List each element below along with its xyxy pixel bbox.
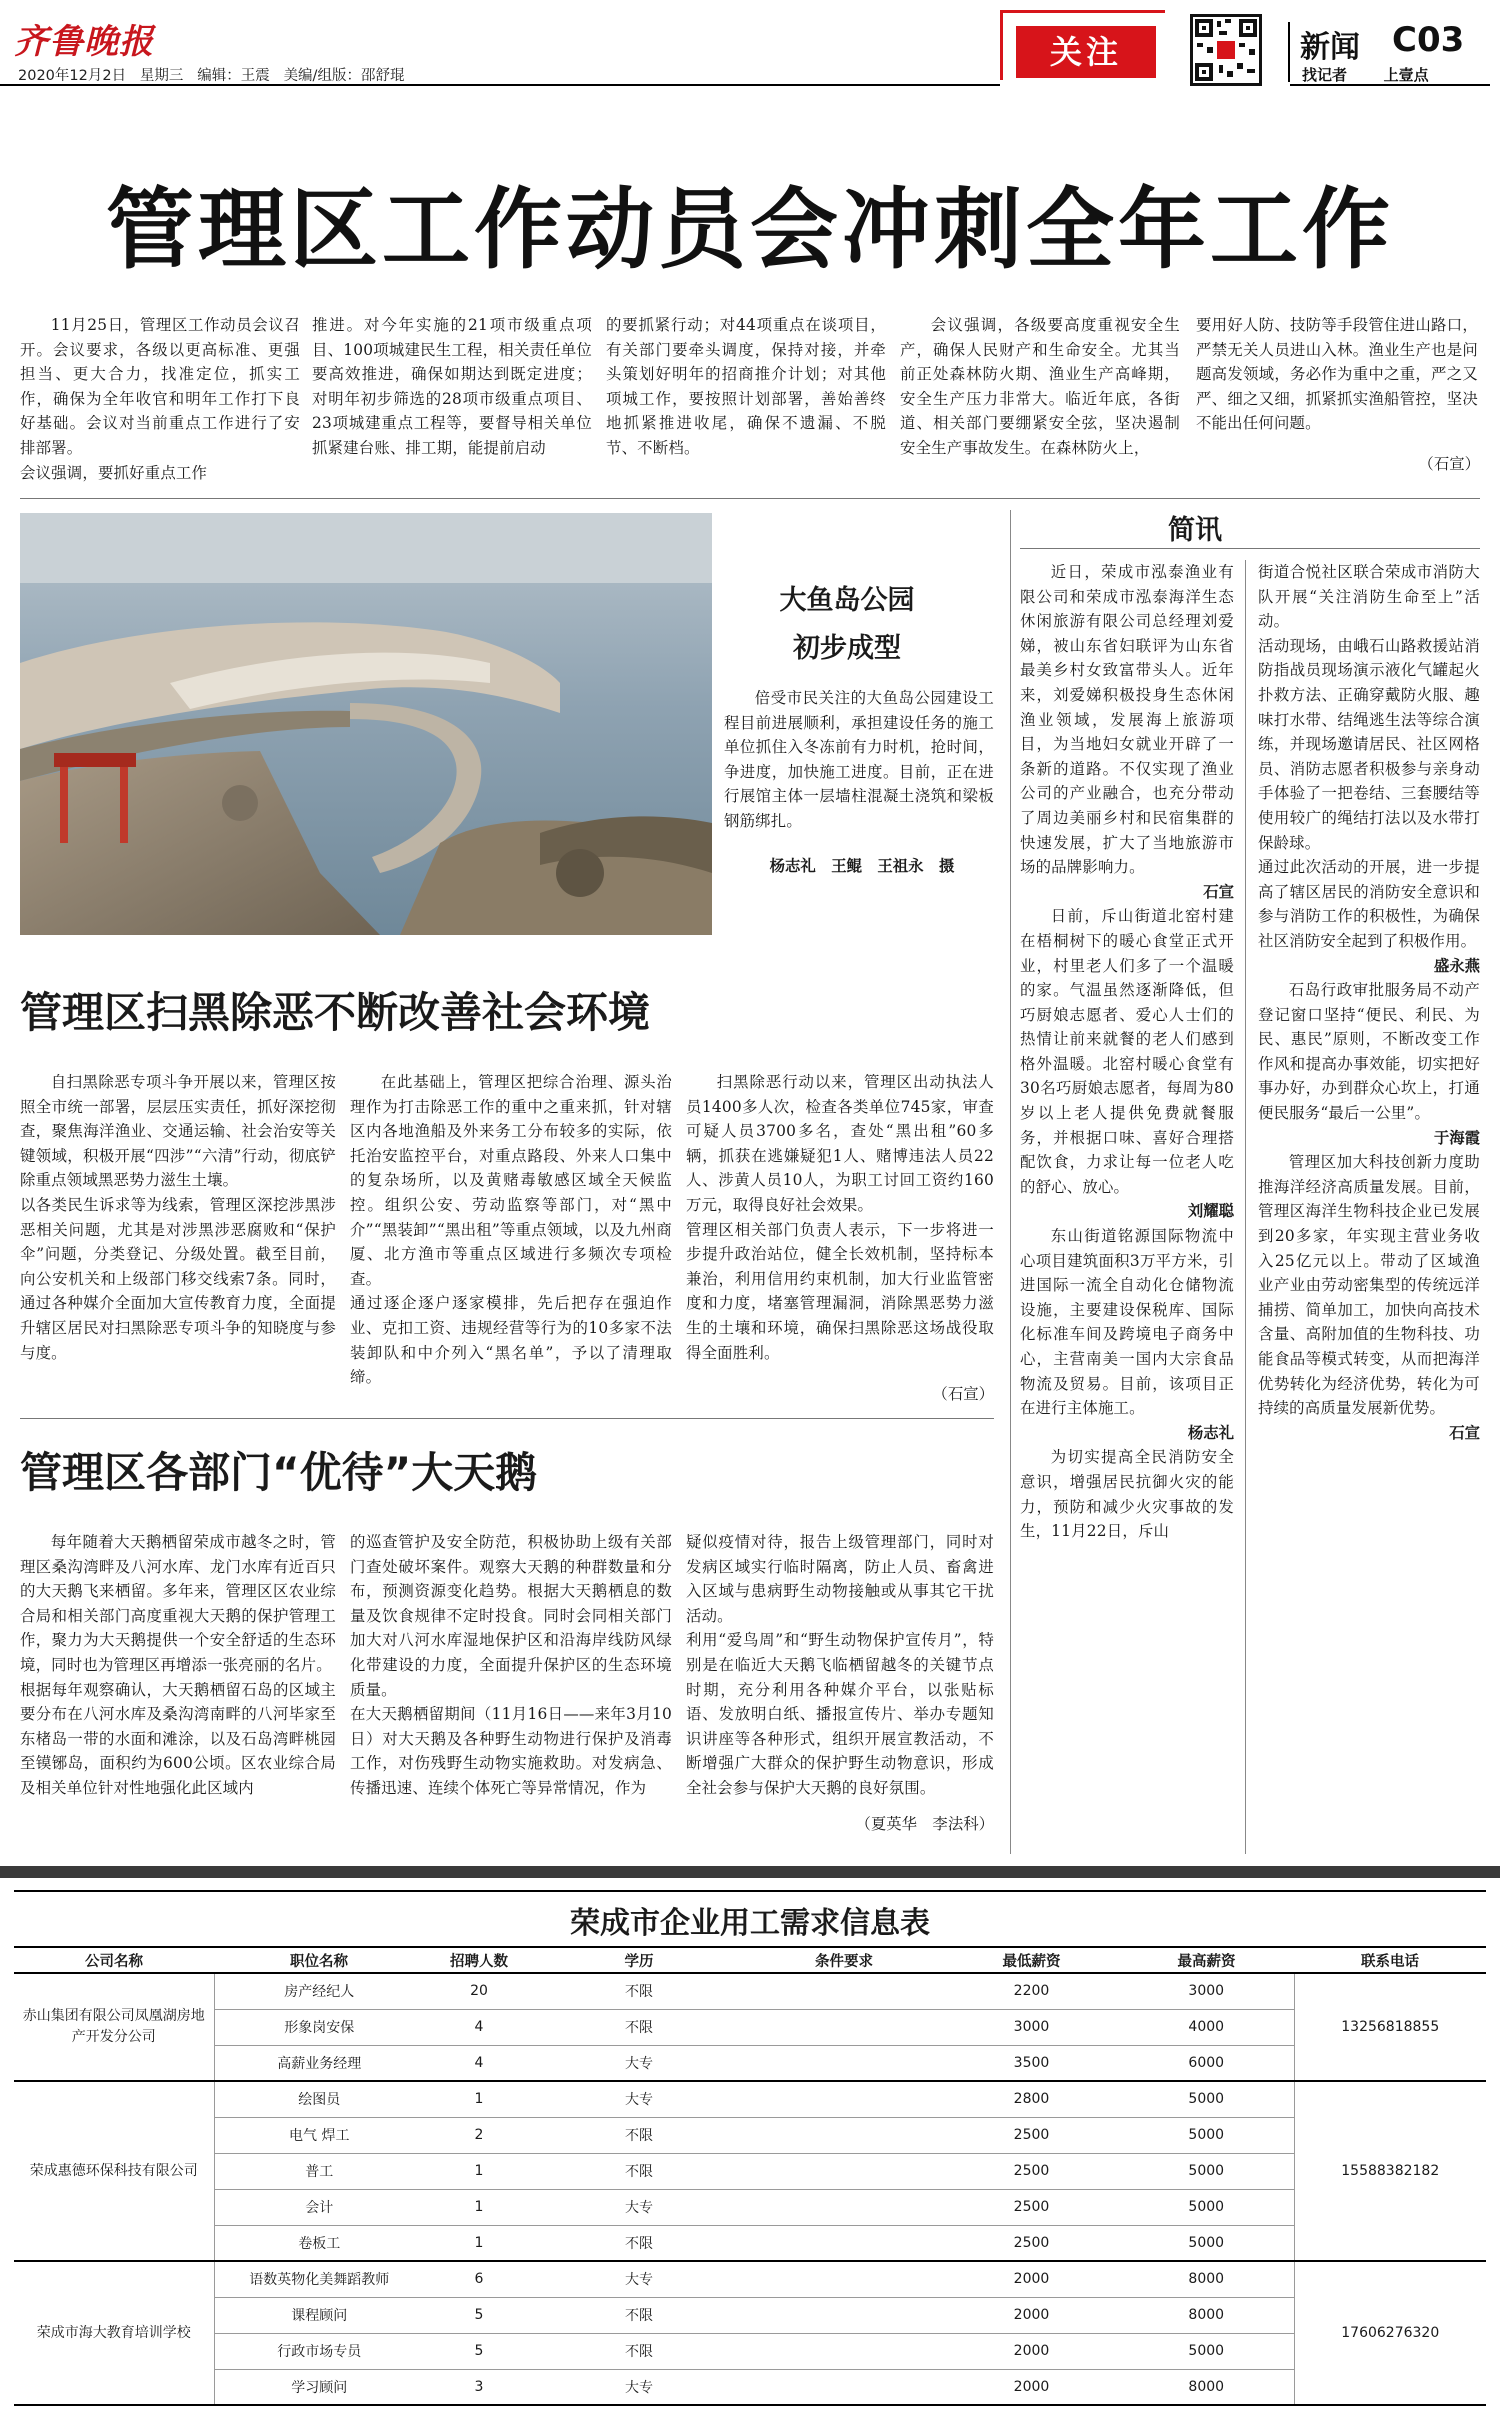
- min-salary: 2500: [944, 2189, 1119, 2225]
- table-row: [14, 2189, 1486, 2225]
- table-row: [14, 2225, 1486, 2261]
- jobs-top-rule: [14, 1890, 1486, 1892]
- table-row: [14, 2117, 1486, 2153]
- requirements: [744, 2081, 944, 2117]
- education: 不限: [534, 2333, 744, 2369]
- article2-col-3: 扫黑除恶行动以来，管理区出动执法人员1400多人次，检查各类单位745家，审查可疑人员3700多名，查处“黑出租”60多辆，抓获在逃嫌疑犯1人、赌博违法人员22人、涉黄人员10人，为职工讨回工资约160万元，取得良好社会效果。 管理区相关部门负责人表示，下一步将进一步提升政治站位，健全长效机制，坚持标本兼治，利用信用约束机制，加大行业监管密度和力度，堵塞管理漏洞，消除黑恶势力滋生的土壤和环境，确保扫黑除恶这场战役取得全面胜利。: [686, 1073, 994, 1362]
- hire-count: 20: [424, 1973, 534, 2009]
- requirements: [744, 2333, 944, 2369]
- slogan-left: 找记者: [1302, 66, 1348, 84]
- photo-caption: 倍受市民关注的大鱼岛公园建设工程目前进展顺利，承担建设任务的施工单位抓住入冬冻前有力时机，抢时间，争进度，加快施工进度。目前，正在进行展馆主体一层墙柱混凝土浇筑和梁板钢筋绑扎。: [724, 689, 994, 830]
- min-salary: 2500: [944, 2153, 1119, 2189]
- article2-headline: 管理区扫黑除恶不断改善社会环境: [20, 988, 651, 1037]
- position: 卷板工: [214, 2225, 424, 2261]
- education: 不限: [534, 2009, 744, 2045]
- education: 大专: [534, 2081, 744, 2117]
- position: 形象岗安保: [214, 2009, 424, 2045]
- hire-count: 3: [424, 2369, 534, 2405]
- briefs-col-b: [1258, 560, 1480, 1445]
- max-salary: 3000: [1119, 1973, 1294, 2009]
- brief-a1-text: 近日，荣成市泓泰渔业有限公司和荣成市泓泰海洋生态休闲旅游有限公司总经理刘爱娣，被山东省妇联评为山东省最美乡村女致富带头人。近年来，刘爱娣积极投身生态休闲渔业领域，发展海上旅游项目，为当地妇女就业开辟了一条新的道路。不仅实现了渔业公司的产业融合，也充分带动了周边美丽乡村和民宿集群的快速发展，扩大了当地旅游市场的品牌影响力。: [1020, 563, 1234, 877]
- education: 不限: [534, 2225, 744, 2261]
- lead-bottom-rule: [20, 498, 1480, 499]
- briefs-left-divider: [1010, 510, 1011, 1854]
- photo-title-1: 大鱼岛公园: [779, 585, 915, 616]
- hire-count: 4: [424, 2009, 534, 2045]
- lead-col-1: 11月25日，管理区工作动员会议召开。会议要求，各级以更高标准、更强担当、更大合力，找准定位，抓实工作，确保为全年收官和明年工作打下良好基础。会议对当前重点工作进行了安排部署。 会议强调，要抓好重点工作: [20, 316, 300, 482]
- max-salary: 8000: [1119, 2297, 1294, 2333]
- jobs-header-row: [14, 1947, 1486, 1973]
- min-salary: 2000: [944, 2297, 1119, 2333]
- masthead-meta: [18, 64, 404, 85]
- company-name: 荣成市海大教育培训学校: [14, 2261, 214, 2405]
- masthead-rule: [0, 84, 1000, 86]
- section-name: 新闻: [1300, 30, 1360, 65]
- lead-col-5: 要用好人防、技防等手段管住进山路口，严禁无关人员进山入林。渔业生产也是问题高发领域，务必作为重中之重，严之又严、细之又细，抓紧抓实渔船管控，坚决不能出任何问题。: [1196, 316, 1478, 433]
- lead-col-2: 推进。对今年实施的21项市级重点项目、100项城建民生工程，相关责任单位要高效推进，确保如期达到既定进度；对明年初步筛选的28项市级重点项目、23项城建重点工程等，要督导相关单位抓紧建台账、排工期，能提前启动: [312, 316, 592, 457]
- position: 会计: [214, 2189, 424, 2225]
- education: 不限: [534, 2117, 744, 2153]
- lead-headline: 管理区工作动员会冲刺全年工作: [105, 178, 1394, 281]
- max-salary: 5000: [1119, 2189, 1294, 2225]
- min-salary: 2000: [944, 2261, 1119, 2297]
- hire-count: 1: [424, 2081, 534, 2117]
- position: 房产经纪人: [214, 1973, 424, 2009]
- max-salary: 5000: [1119, 2333, 1294, 2369]
- requirements: [744, 2261, 944, 2297]
- hire-count: 1: [424, 2153, 534, 2189]
- max-salary: 5000: [1119, 2225, 1294, 2261]
- col-header-company: 公司名称: [14, 1947, 214, 1973]
- max-salary: 5000: [1119, 2081, 1294, 2117]
- position: 学习顾问: [214, 2369, 424, 2405]
- designer-credit: 美编/组版：邵舒琨: [283, 68, 405, 84]
- education: 大专: [534, 2045, 744, 2081]
- min-salary: 2000: [944, 2369, 1119, 2405]
- education: 不限: [534, 2153, 744, 2189]
- photo-credit: 杨志礼 王鲲 王祖永 摄: [769, 857, 955, 875]
- briefs-col-divider: [1245, 560, 1246, 1854]
- hire-count: 4: [424, 2045, 534, 2081]
- position: 高薪业务经理: [214, 2045, 424, 2081]
- position: 绘图员: [214, 2081, 424, 2117]
- company-name: 赤山集团有限公司凤凰湖房地产开发分公司: [14, 1973, 214, 2081]
- brief-a3-byline: 杨志礼: [1187, 1423, 1234, 1442]
- article2-byline: （石宣）: [932, 1385, 994, 1403]
- education: 大专: [534, 2369, 744, 2405]
- article2-bottom-rule: [20, 1418, 994, 1419]
- brief-b1-text: 街道合悦社区联合荣成市消防大队开展“关注消防生命至上”活动。 活动现场，由峨石山路救援站消防指战员现场演示液化气罐起火扑救方法、正确穿戴防火服、趣味打水带、结绳逃生法等综合演练，并现场邀请居民、社区网格员、消防志愿者积极参与亲身动手体验了一把卷结、三套腰结等使用较广的绳结打法以及水带打保龄球。 通过此次活动的开展，进一步提高了辖区居民的消防安全意识和参与消防工作的积极性，为确保社区消防安全起到了积极作用。: [1258, 563, 1480, 950]
- briefs-title: 简讯: [1168, 515, 1222, 546]
- hire-count: 5: [424, 2333, 534, 2369]
- max-salary: 8000: [1119, 2261, 1294, 2297]
- table-row: [14, 2333, 1486, 2369]
- min-salary: 3500: [944, 2045, 1119, 2081]
- masthead-divider: [1288, 22, 1290, 82]
- briefs-col-a: [1020, 560, 1234, 1544]
- col-header-requirements: 条件要求: [744, 1947, 944, 1973]
- requirements: [744, 2369, 944, 2405]
- table-row: [14, 2261, 1486, 2297]
- article2-col-2: 在此基础上，管理区把综合治理、源头治理作为打击除恶工作的重中之重来抓，针对辖区内各地渔船及外来务工分布较多的实际，依托治安监控平台，对重点路段、外来人口集中的复杂场所，以及黄赌毒敏感区域全天候监控。组织公安、劳动监察等部门，对“黑中介”“黑装卸”“黑出租”等重点领域，以及九州商厦、北方渔市等重点区域进行多频次专项检查。 通过逐企逐户逐家模排，先后把存在强迫作业、克扣工资、违规经营等行为的10多家不法装卸队和中介列入“黑名单”，予以了清理取缔。: [350, 1073, 672, 1387]
- brief-b3-byline: 石宣: [1449, 1423, 1480, 1442]
- requirements: [744, 2153, 944, 2189]
- park-photo: [20, 513, 712, 935]
- hire-count: 6: [424, 2261, 534, 2297]
- col-header-phone: 联系电话: [1294, 1947, 1486, 1973]
- article3-byline: （夏英华 李法科）: [855, 1815, 994, 1833]
- page-number: C03: [1392, 20, 1465, 60]
- requirements: [744, 2225, 944, 2261]
- requirements: [744, 1973, 944, 2009]
- brief-b3-text: 管理区加大科技创新力度助推海洋经济高质量发展。目前，管理区海洋生物科技企业已发展到20多家，年实现主营业务收入25亿元以上。带动了区域渔业产业由劳动密集型的传统远洋捕捞、简单加工，加快向高技术含量、高附加值的生物科技、功能食品等模式转变，从而把海洋优势转化为经济优势，转化为可持续的高质量发展新优势。: [1258, 1153, 1480, 1418]
- col-header-position: 职位名称: [214, 1947, 424, 1973]
- lead-col-4: 会议强调，各级要高度重视安全生产，确保人民财产和生命安全。尤其当前正处森林防火期、渔业生产高峰期，安全生产压力非常大。临近年底，各街道、相关部门要绷紧安全弦，坚决遏制安全生产事故发生。在森林防火上，: [900, 316, 1180, 457]
- education: 不限: [534, 2297, 744, 2333]
- photo-title-2: 初步成型: [793, 633, 901, 664]
- education: 不限: [534, 1973, 744, 2009]
- company-name: 荣成惠德环保科技有限公司: [14, 2081, 214, 2261]
- article3-col-1: 每年随着大天鹅栖留荣成市越冬之时，管理区桑沟湾畔及八河水库、龙门水库有近百只的大天鹅飞来栖留。多年来，管理区区农业综合局和相关部门高度重视大天鹅的保护管理工作，聚力为大天鹅提供一个安全舒适的生态环境，同时也为管理区再增添一张亮丽的名片。 根据每年观察确认，大天鹅栖留石岛的区域主要分布在八河水库及桑沟湾南畔的八河毕家至东楮岛一带的水面和滩涂，以及石岛湾畔桃园至镆铘岛，面积约为600公顷。区农业综合局及相关单位针对性地强化此区域内: [20, 1533, 336, 1797]
- education: 大专: [534, 2189, 744, 2225]
- table-row: [14, 1973, 1486, 2009]
- col-header-min-salary: 最低薪资: [944, 1947, 1119, 1973]
- max-salary: 4000: [1119, 2009, 1294, 2045]
- min-salary: 3000: [944, 2009, 1119, 2045]
- requirements: [744, 2189, 944, 2225]
- requirements: [744, 2117, 944, 2153]
- jobs-band: [0, 1866, 1500, 1878]
- article2-col-1: 自扫黑除恶专项斗争开展以来，管理区按照全市统一部署，层层压实责任，抓好深挖彻查，聚焦海洋渔业、交通运输、社会治安等关键领域，积极开展“四涉”“六清”行动，彻底铲除重点领域黑恶势力滋生土壤。 以各类民生诉求等为线索，管理区深挖涉黑涉恶相关问题，尤其是对涉黑涉恶腐败和“保护伞”问题，分类登记、分级处置。截至目前，向公安机关和上级部门移交线索7条。同时，通过各种媒介全面加大宣传教育力度，全面提升辖区居民对扫黑除恶专项斗争的知晓度与参与度。: [20, 1073, 336, 1362]
- min-salary: 2000: [944, 2333, 1119, 2369]
- position: 电气 焊工: [214, 2117, 424, 2153]
- table-row: [14, 2369, 1486, 2405]
- jobs-table-wrap: [14, 1946, 1486, 2406]
- max-salary: 6000: [1119, 2045, 1294, 2081]
- education: 大专: [534, 2261, 744, 2297]
- article3-col-2: 的巡查管护及安全防范，积极协助上级有关部门查处破坏案件。观察大天鹅的种群数量和分布，预测资源变化趋势。根据大天鹅栖息的数量及饮食规律不定时投食。同时会同相关部门加大对八河水库湿地保护区和沿海岸线防风绿化带建设的力度，全面提升保护区的生态环境质量。 在大天鹅栖留期间（11月16日——来年3月10日）对大天鹅及各种野生动物进行保护及消毒工作，对伤残野生动物实施救助。对发病急、传播迅速、连续个体死亡等异常情况，作为: [350, 1533, 672, 1797]
- hire-count: 1: [424, 2189, 534, 2225]
- section-tag: 关注: [1016, 26, 1156, 78]
- contact-phone: 17606276320: [1294, 2261, 1486, 2405]
- max-salary: 5000: [1119, 2153, 1294, 2189]
- table-row: [14, 2009, 1486, 2045]
- jobs-title: 荣成市企业用工需求信息表: [570, 1906, 930, 1941]
- brief-a4-text: 为切实提高全民消防安全意识，增强居民抗御火灾的能力，预防和减少火灾事故的发生，11月22日，斥山: [1020, 1448, 1234, 1541]
- max-salary: 8000: [1119, 2369, 1294, 2405]
- min-salary: 2200: [944, 1973, 1119, 2009]
- hire-count: 2: [424, 2117, 534, 2153]
- contact-phone: 13256818855: [1294, 1973, 1486, 2081]
- jobs-table: [14, 1946, 1486, 2406]
- min-salary: 2800: [944, 2081, 1119, 2117]
- brief-a2-text: 日前，斥山街道北窑村建在梧桐树下的暖心食堂正式开业，村里老人们多了一个温暖的家。气温虽然逐渐降低，但巧厨娘志愿者、爱心人士们的热情让前来就餐的老人们感到格外温暖。北窑村暖心食堂有30名巧厨娘志愿者，每周为80岁以上老人提供免费就餐服务，并根据口味、喜好合理搭配饮食，力求让每一位老人吃的舒心、放心。: [1020, 907, 1234, 1196]
- col-header-count: 招聘人数: [424, 1947, 534, 1973]
- col-header-education: 学历: [534, 1947, 744, 1973]
- brief-b1-byline: 盛永燕: [1433, 956, 1480, 975]
- lead-byline: （石宣）: [1418, 455, 1480, 473]
- contact-phone: 15588382182: [1294, 2081, 1486, 2261]
- brief-a2-byline: 刘耀聪: [1187, 1202, 1234, 1221]
- min-salary: 2500: [944, 2225, 1119, 2261]
- slogan-right: 上壹点: [1383, 66, 1429, 84]
- position: 课程顾问: [214, 2297, 424, 2333]
- brief-a3-text: 东山街道铭源国际物流中心项目建筑面积3万平方米，引进国际一流全自动化仓储物流设施，主要建设保税库、国际化标准车间及跨境电子商务中心，主营南美一国内大宗食品物流及贸易。目前，该项目正在进行主体施工。: [1020, 1227, 1234, 1418]
- min-salary: 2500: [944, 2117, 1119, 2153]
- briefs-title-rule: [1020, 548, 1480, 549]
- table-row: [14, 2153, 1486, 2189]
- issue-date: 2020年12月2日: [18, 68, 127, 84]
- requirements: [744, 2045, 944, 2081]
- issue-weekday: 星期三: [139, 68, 184, 84]
- hire-count: 5: [424, 2297, 534, 2333]
- brief-a1-byline: 石宣: [1203, 882, 1234, 901]
- col-header-max-salary: 最高薪资: [1119, 1947, 1294, 1973]
- table-row: [14, 2045, 1486, 2081]
- qr-code-icon: [1190, 14, 1262, 86]
- position: 普工: [214, 2153, 424, 2189]
- requirements: [744, 2009, 944, 2045]
- article3-col-3: 疑似疫情对待，报告上级管理部门，同时对发病区域实行临时隔离，防止人员、畜禽进入区域与患病野生动物接触或从事其它干扰活动。 利用“爱鸟周”和“野生动物保护宣传月”，特别是在临近大天鹅飞临栖留越冬的关键节点时期，充分利用各种媒介平台，以张贴标语、发放明白纸、播报宣传片、举办专题知识讲座等各种形式，组织开展宣教活动，不断增强广大群众的保护野生动物意识，形成全社会参与保护大天鹅的良好氛围。: [686, 1533, 994, 1797]
- brief-b2-byline: 于海霞: [1433, 1128, 1480, 1147]
- masthead-logo: 齐鲁晚报: [14, 22, 154, 62]
- position: 行政市场专员: [214, 2333, 424, 2369]
- slogan: [1302, 64, 1429, 85]
- requirements: [744, 2297, 944, 2333]
- max-salary: 5000: [1119, 2117, 1294, 2153]
- masthead-rule-right: [1290, 84, 1490, 86]
- table-row: [14, 2081, 1486, 2117]
- article3-headline: 管理区各部门“优待”大天鹅: [20, 1448, 538, 1497]
- lead-col-3: 的要抓紧行动；对44项重点在谈项目，有关部门要牵头调度，保持对接，并牵头策划好明年的招商推介计划；对其他项城工作，要按照计划部署，善始善终地抓紧推进收尾，确保不遗漏、不脱节、不断档。: [606, 316, 886, 457]
- position: 语数英物化美舞蹈教师: [214, 2261, 424, 2297]
- editor-credit: 编辑：王震: [197, 68, 270, 84]
- table-row: [14, 2297, 1486, 2333]
- hire-count: 1: [424, 2225, 534, 2261]
- brief-b2-text: 石岛行政审批服务局不动产登记窗口坚持“便民、利民、为民、惠民”原则，不断改变工作作风和提高办事效能，切实把好事办好，办到群众心坎上，打通便民服务“最后一公里”。: [1258, 981, 1480, 1123]
